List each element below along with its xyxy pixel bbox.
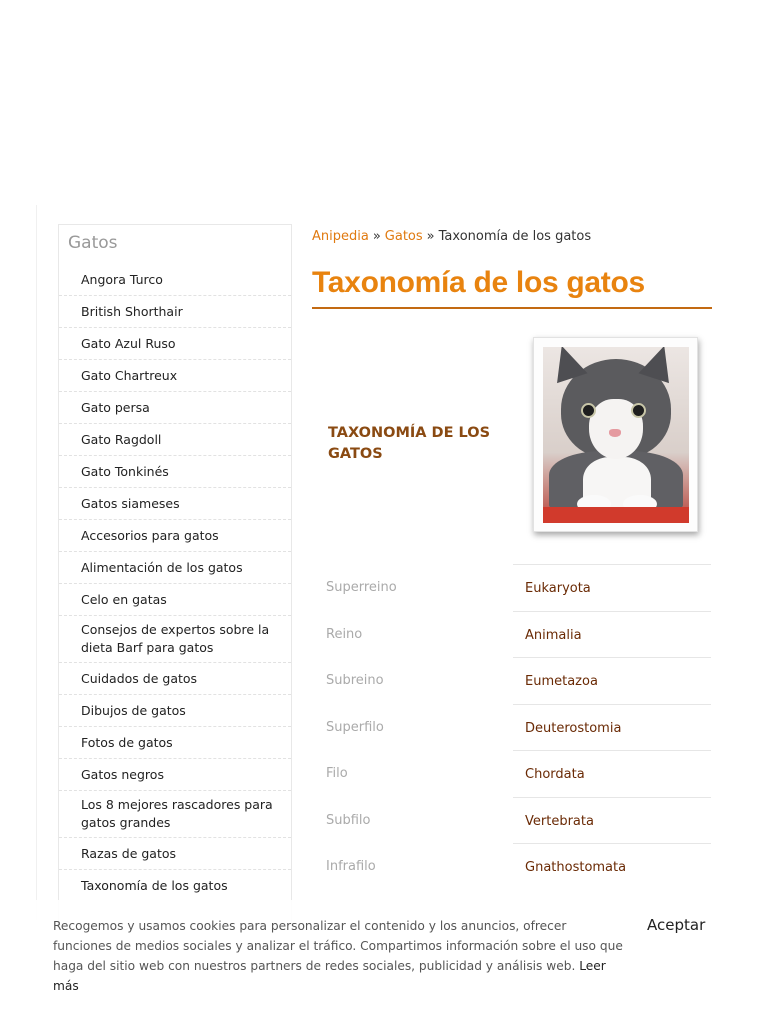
page-title: Taxonomía de los gatos bbox=[312, 266, 645, 299]
sidebar-item[interactable] bbox=[59, 695, 291, 727]
sidebar-item-label: Gatos negros bbox=[81, 766, 164, 782]
sidebar-item[interactable] bbox=[59, 727, 291, 759]
taxonomy-value: Chordata bbox=[513, 750, 711, 796]
sidebar-item-label: Celo en gatas bbox=[81, 591, 167, 607]
kitten-eye-left bbox=[581, 403, 596, 418]
taxonomy-value: Animalia bbox=[513, 611, 711, 657]
sidebar-item-label: Fotos de gatos bbox=[81, 734, 173, 750]
breadcrumb-current: Taxonomía de los gatos bbox=[438, 229, 592, 244]
taxonomy-row bbox=[312, 843, 711, 889]
taxonomy-row bbox=[312, 611, 711, 657]
sidebar-item[interactable] bbox=[59, 584, 291, 616]
taxonomy-value: Gnathostomata bbox=[513, 843, 711, 889]
cat-photo-frame bbox=[533, 337, 698, 532]
title-divider bbox=[312, 307, 712, 309]
sidebar-list bbox=[59, 264, 291, 902]
cookie-accept-button[interactable]: Aceptar bbox=[647, 916, 706, 934]
section-heading: TAXONOMÍA DE LOS GATOS bbox=[328, 425, 491, 462]
taxonomy-rank: Subreino bbox=[326, 673, 384, 688]
sidebar-item-label: Gato Chartreux bbox=[81, 367, 178, 383]
sidebar bbox=[58, 224, 292, 924]
taxonomy-row bbox=[312, 657, 711, 703]
sidebar-item[interactable] bbox=[59, 791, 291, 838]
sidebar-item[interactable] bbox=[59, 759, 291, 791]
taxonomy-value: Eumetazoa bbox=[513, 657, 711, 703]
kitten-nose bbox=[609, 429, 621, 437]
breadcrumb-separator: » bbox=[372, 229, 381, 244]
sidebar-item-label: Angora Turco bbox=[81, 271, 163, 287]
taxonomy-rank: Filo bbox=[326, 766, 348, 781]
kitten-photo bbox=[543, 347, 689, 523]
sidebar-item-label: Cuidados de gatos bbox=[81, 670, 198, 686]
taxonomy-row bbox=[312, 564, 711, 610]
sidebar-item-label: Gato Ragdoll bbox=[81, 431, 162, 447]
breadcrumb-home-link[interactable]: Anipedia bbox=[312, 229, 369, 244]
sidebar-item[interactable] bbox=[59, 328, 291, 360]
taxonomy-rank: Subfilo bbox=[326, 812, 371, 828]
sidebar-item-label: Taxonomía de los gatos bbox=[81, 878, 228, 893]
taxonomy-value: Eukaryota bbox=[513, 564, 711, 610]
cookie-message: Recogemos y usamos cookies para personalizar el contenido y los anuncios, ofrecer funciones de medios sociales y analizar el tráfico. Compartimos información sobre el uso que haga del sitio web con nuestros partners de redes sociales, publicidad y análisis web. bbox=[53, 919, 623, 973]
taxonomy-rank: Superreino bbox=[326, 580, 397, 595]
sidebar-item-label: Dibujos de gatos bbox=[81, 702, 186, 718]
breadcrumb-separator: » bbox=[426, 229, 435, 244]
sidebar-item-label: Gato persa bbox=[81, 399, 150, 415]
sidebar-item[interactable] bbox=[59, 488, 291, 520]
cookie-read-more-link[interactable]: Leer más bbox=[53, 959, 606, 993]
sidebar-item-label: Alimentación de los gatos bbox=[81, 559, 243, 575]
sidebar-item[interactable] bbox=[59, 552, 291, 584]
taxonomy-rank: Reino bbox=[326, 626, 363, 642]
sidebar-item[interactable] bbox=[59, 360, 291, 392]
breadcrumb bbox=[312, 229, 591, 244]
sidebar-item-label: Gato Azul Ruso bbox=[81, 335, 176, 351]
taxonomy-rank: Infrafilo bbox=[326, 859, 376, 874]
taxonomy-value: Deuterostomia bbox=[513, 704, 711, 750]
sidebar-item[interactable] bbox=[59, 392, 291, 424]
breadcrumb-category-link[interactable]: Gatos bbox=[384, 229, 423, 244]
sidebar-item[interactable] bbox=[59, 264, 291, 296]
sidebar-item[interactable] bbox=[59, 838, 291, 870]
red-cushion bbox=[543, 507, 689, 523]
sidebar-item-label: Consejos de expertos sobre la dieta Barf para gatos bbox=[81, 622, 270, 655]
sidebar-item[interactable] bbox=[59, 296, 291, 328]
page-edge bbox=[36, 205, 37, 920]
sidebar-item-label: Razas de gatos bbox=[81, 845, 177, 861]
sidebar-title: Gatos bbox=[68, 233, 118, 253]
sidebar-item[interactable] bbox=[59, 616, 291, 663]
taxonomy-row bbox=[312, 797, 711, 843]
kitten-eye-right bbox=[631, 403, 646, 418]
cookie-banner bbox=[0, 900, 768, 993]
sidebar-item-label: Accesorios para gatos bbox=[81, 527, 219, 543]
sidebar-item-label: Gato Tonkinés bbox=[81, 463, 169, 479]
sidebar-item[interactable] bbox=[59, 663, 291, 695]
cookie-text bbox=[53, 916, 625, 996]
sidebar-item[interactable] bbox=[59, 424, 291, 456]
sidebar-item[interactable] bbox=[59, 870, 291, 902]
sidebar-item-label: Gatos siameses bbox=[81, 495, 180, 511]
sidebar-item-label: Los 8 mejores rascadores para gatos grandes bbox=[81, 797, 273, 830]
sidebar-item[interactable] bbox=[59, 520, 291, 552]
taxonomy-row bbox=[312, 750, 711, 796]
taxonomy-value: Vertebrata bbox=[513, 797, 711, 843]
sidebar-item-label: British Shorthair bbox=[81, 303, 183, 319]
sidebar-item[interactable] bbox=[59, 456, 291, 488]
taxonomy-rank: Superfilo bbox=[326, 719, 384, 735]
taxonomy-row bbox=[312, 704, 711, 750]
